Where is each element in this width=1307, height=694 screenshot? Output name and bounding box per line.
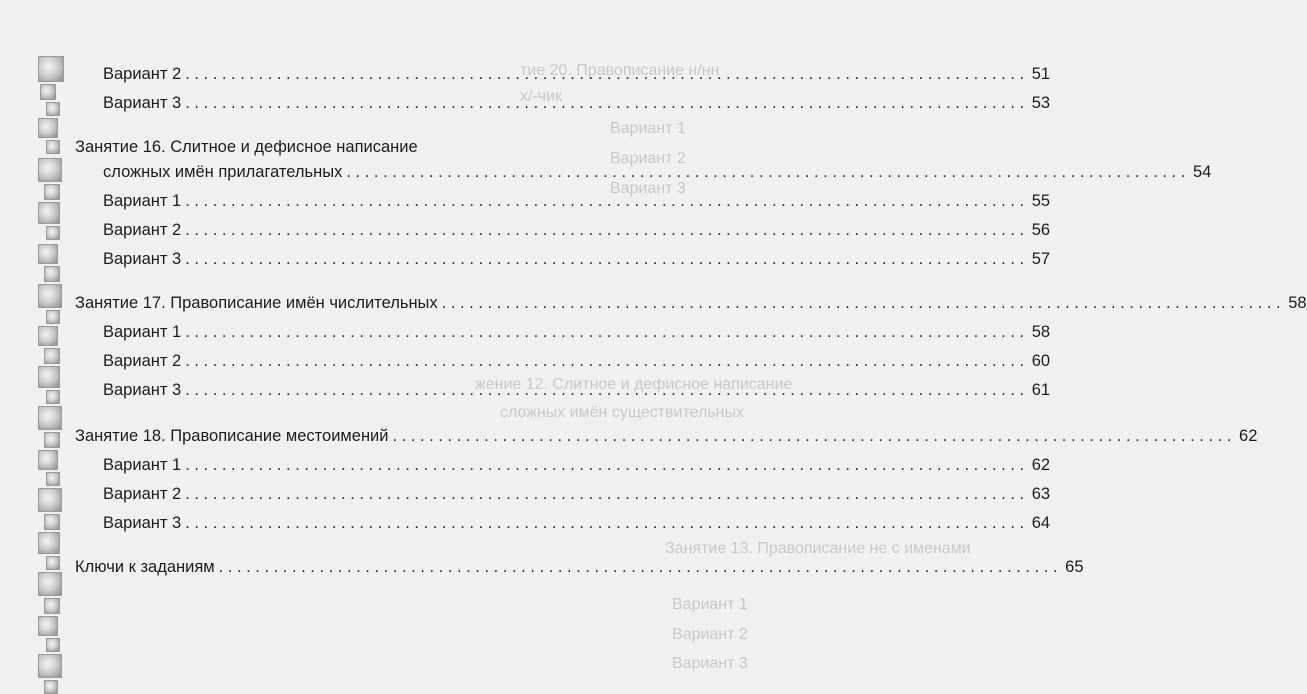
ghost-line: сложных имён существительных bbox=[500, 404, 745, 421]
toc-entry-label: Вариант 2 bbox=[103, 485, 182, 503]
ghost-line: Вариант 2 bbox=[610, 150, 686, 167]
toc-entry bbox=[103, 249, 1051, 269]
toc-entry bbox=[103, 93, 1051, 113]
leader-dots bbox=[185, 322, 1024, 342]
toc-entry-page: 57 bbox=[1031, 250, 1051, 268]
ghost-line: Вариант 3 bbox=[672, 655, 748, 672]
ghost-line: тие 20. Правописание н/нн bbox=[520, 62, 720, 79]
ghost-line: Вариант 1 bbox=[610, 120, 686, 137]
leader-dots bbox=[392, 426, 1231, 446]
ghost-line: Вариант 2 bbox=[672, 626, 748, 643]
toc-entry-page: 60 bbox=[1031, 352, 1051, 370]
toc-entry bbox=[103, 455, 1051, 475]
toc-entry-label: Вариант 3 bbox=[103, 94, 182, 112]
toc-entry bbox=[103, 220, 1051, 240]
leader-dots bbox=[185, 484, 1024, 504]
toc-entry bbox=[103, 351, 1051, 371]
toc-entry-label: Вариант 3 bbox=[103, 250, 182, 268]
toc-entry-page: 63 bbox=[1031, 485, 1051, 503]
leader-dots bbox=[185, 513, 1024, 533]
toc-entry-label: Вариант 3 bbox=[103, 381, 182, 399]
leader-dots bbox=[185, 351, 1024, 371]
ghost-line: х/-чик bbox=[520, 88, 563, 105]
leader-dots bbox=[185, 220, 1024, 240]
toc-entry-page: 51 bbox=[1031, 65, 1051, 83]
toc-entry-label: сложных имён прилагательных bbox=[103, 163, 343, 181]
toc-entry bbox=[103, 513, 1051, 533]
toc-entry bbox=[75, 426, 1258, 446]
toc-entry-label: Вариант 2 bbox=[103, 352, 182, 370]
toc-entry-label: Вариант 1 bbox=[103, 456, 182, 474]
toc-entry-page: 62 bbox=[1239, 427, 1258, 445]
toc-entry-label: Занятие 17. Правописание имён числительных bbox=[75, 294, 438, 312]
leader-dots bbox=[219, 557, 1058, 577]
toc-entry-page: 58 bbox=[1288, 294, 1307, 312]
toc-entry bbox=[103, 64, 1051, 84]
toc-entry-page: 54 bbox=[1192, 163, 1212, 181]
toc-entry-page: 62 bbox=[1031, 456, 1051, 474]
toc-entry bbox=[103, 191, 1051, 211]
toc-entry-page: 55 bbox=[1031, 192, 1051, 210]
toc-entry bbox=[75, 557, 1084, 577]
toc-entry-page: 53 bbox=[1031, 94, 1051, 112]
toc-entry bbox=[103, 322, 1051, 342]
ghost-line: Вариант 1 bbox=[672, 596, 748, 613]
toc-entry-label: Вариант 1 bbox=[103, 323, 182, 341]
toc-heading: Занятие 16. Слитное и дефисное написание bbox=[75, 138, 418, 156]
ghost-line: жение 12. Слитное и дефисное написание bbox=[475, 376, 793, 393]
leader-dots bbox=[185, 455, 1024, 475]
ghost-line: Занятие 13. Правописание не с именами bbox=[665, 540, 971, 557]
toc-entry-label: Вариант 1 bbox=[103, 192, 182, 210]
leader-dots bbox=[346, 162, 1185, 182]
ghost-line: Вариант 3 bbox=[610, 180, 686, 197]
leader-dots bbox=[185, 93, 1024, 113]
toc-entry-label: Вариант 2 bbox=[103, 221, 182, 239]
leader-dots bbox=[442, 293, 1281, 313]
toc-entry-label: Вариант 3 bbox=[103, 514, 182, 532]
toc-entry-label: Ключи к заданиям bbox=[75, 558, 215, 576]
toc-entry bbox=[75, 293, 1307, 313]
toc-entry-page: 58 bbox=[1031, 323, 1051, 341]
leader-dots bbox=[185, 380, 1024, 400]
toc-entry-label: Вариант 2 bbox=[103, 65, 182, 83]
leader-dots bbox=[185, 64, 1024, 84]
toc-entry-page: 61 bbox=[1031, 381, 1051, 399]
toc-entry bbox=[103, 162, 1212, 182]
toc-entry-page: 56 bbox=[1031, 221, 1051, 239]
toc-entry-label: Занятие 18. Правописание местоимений bbox=[75, 427, 389, 445]
leader-dots bbox=[185, 249, 1024, 269]
toc-entry bbox=[103, 484, 1051, 504]
leader-dots bbox=[185, 191, 1024, 211]
toc-entry-page: 65 bbox=[1065, 558, 1084, 576]
toc-entry-page: 64 bbox=[1031, 514, 1051, 532]
